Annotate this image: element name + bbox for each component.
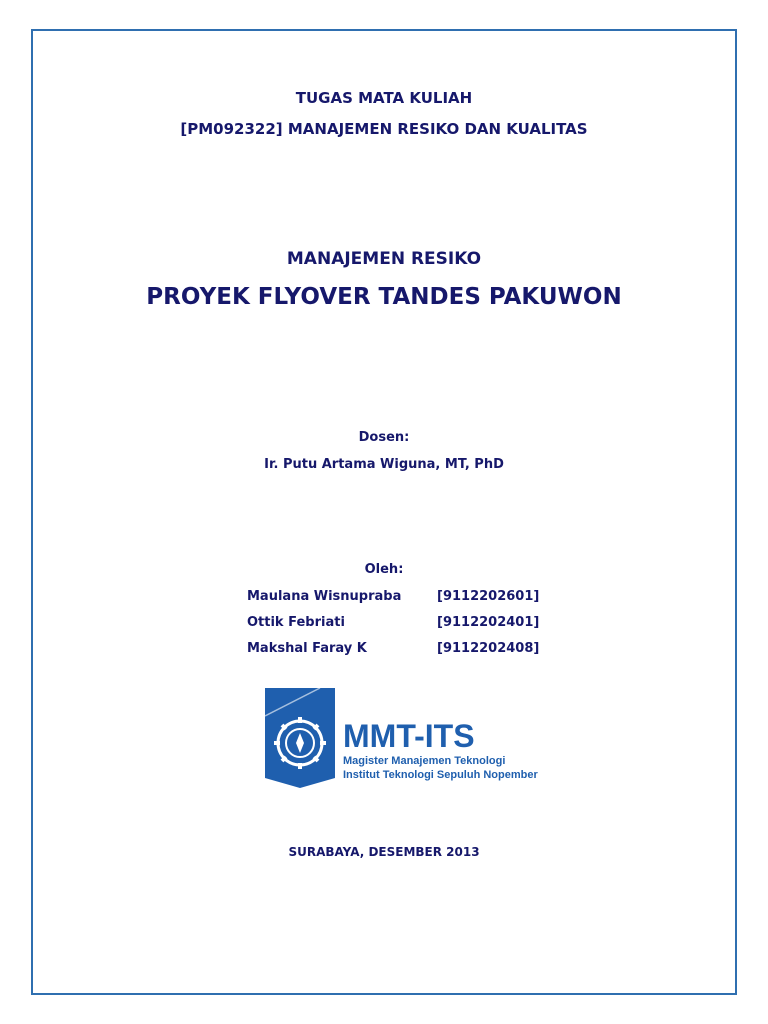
author-id: [9112202408] xyxy=(437,641,540,656)
report-subtitle: MANAJEMEN RESIKO xyxy=(286,249,482,269)
author-row xyxy=(247,615,539,630)
author-id: [9112202401] xyxy=(437,615,540,630)
author-name: Maulana Wisnupraba xyxy=(247,589,402,604)
authors-label: Oleh: xyxy=(364,562,404,577)
author-id: [9112202601] xyxy=(437,589,540,604)
course-label: TUGAS MATA KULIAH xyxy=(295,89,473,107)
author-row xyxy=(247,641,539,656)
logo-name: MMT-ITS xyxy=(343,718,475,754)
logo-line1: Magister Manajemen Teknologi xyxy=(343,755,506,767)
course-code-title: [PM092322] MANAJEMEN RESIKO DAN KUALITAS xyxy=(180,120,588,138)
lecturer-label: Dosen: xyxy=(358,430,410,445)
lecturer-name: Ir. Putu Artama Wiguna, MT, PhD xyxy=(264,457,504,472)
mmt-its-logo xyxy=(265,688,555,788)
logo-line2: Institut Teknologi Sepuluh Nopember xyxy=(343,769,538,781)
author-name: Ottik Febriati xyxy=(247,615,345,630)
author-row xyxy=(247,589,539,604)
its-emblem-icon xyxy=(265,688,335,788)
place-date: SURABAYA, DESEMBER 2013 xyxy=(288,845,480,859)
author-name: Makshal Faray K xyxy=(247,641,367,656)
report-title: PROYEK FLYOVER TANDES PAKUWON xyxy=(146,284,622,310)
